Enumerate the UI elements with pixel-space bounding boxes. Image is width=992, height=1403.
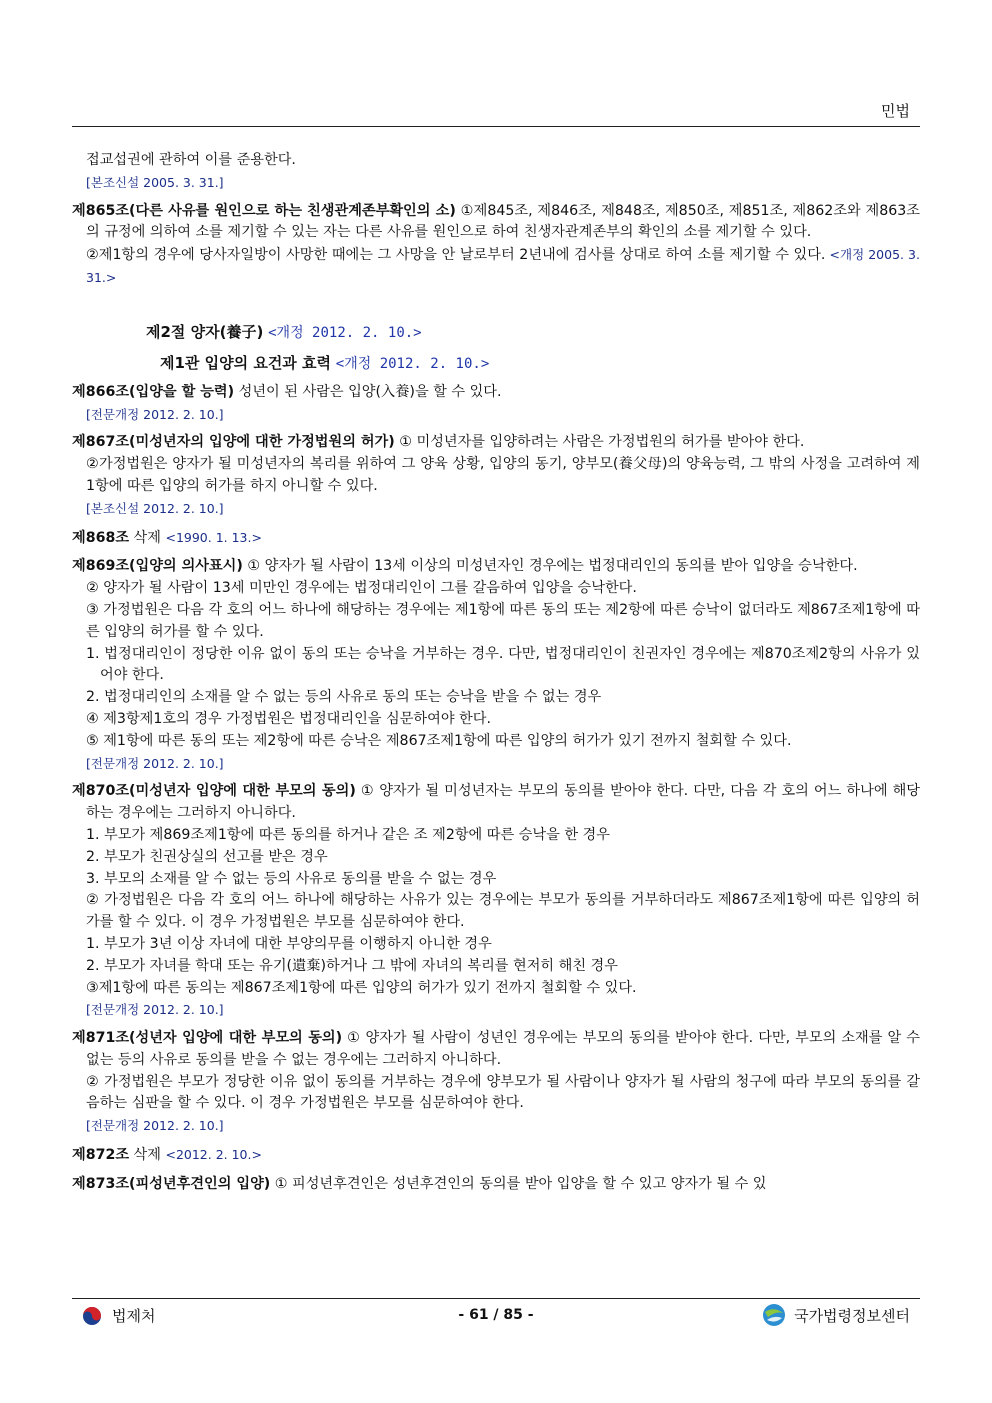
- amendment-note: <2012. 2. 10.>: [165, 1147, 262, 1163]
- globe-logo-icon: [762, 1303, 786, 1327]
- list-item: 2. 법정대리인의 소재를 알 수 없는 등의 사유로 동의 또는 승낙을 받을 수 없는 경우: [86, 689, 602, 706]
- section-heading: 제2절 양자(養子) <개정 2012. 2. 10.>: [146, 322, 422, 341]
- article-heading: 제867조(미성년자의 입양에 대한 가정법원의 허가): [72, 434, 395, 451]
- article-865: 제865조(다른 사유를 원인으로 하는 친생관계존부확인의 소) ①제845조, 제846조, 제848조, 제850조, 제851조, 제862조와 제863조의 규정에 의하여 소를 제기할 수 있는 자는 다른 사유를 원인으로 하여 친생자관계존부의 확인의 소를 제기할 수 있다.: [72, 202, 920, 241]
- article-heading: 제873조(피성년후견인의 입양): [72, 1175, 271, 1192]
- list-item: 1. 부모가 3년 이상 자녀에 대한 부양의무를 이행하지 아니한 경우: [86, 935, 492, 952]
- article-heading: 제865조(다른 사유를 원인으로 하는 친생관계존부확인의 소): [72, 202, 456, 219]
- article-heading: 제868조: [72, 529, 130, 546]
- paragraph: ④ 제3항제1호의 경우 가정법원은 법정대리인을 심문하여야 한다.: [86, 710, 491, 727]
- article-heading: 제869조(입양의 의사표시): [72, 558, 243, 575]
- paragraph: ② 가정법원은 다음 각 호의 어느 하나에 해당하는 사유가 있는 경우에는 부모가 동의를 거부하더라도 제867조제1항에 따른 입양의 허가를 할 수 있다. 이 경우 가정법원은 부모를 심문하여야 한다.: [86, 892, 920, 931]
- document-title: 민법: [881, 102, 910, 120]
- amendment-note: [전문개정 2012. 2. 10.]: [86, 406, 224, 422]
- footer-center-name: 국가법령정보센터: [794, 1306, 910, 1325]
- article-heading: 제872조: [72, 1147, 130, 1164]
- article-866: 제866조(입양을 할 능력) 성년이 된 사람은 입양(入養)을 할 수 있다.: [72, 383, 502, 400]
- article-867: 제867조(미성년자의 입양에 대한 가정법원의 허가) ① 미성년자를 입양하려는 사람은 가정법원의 허가를 받아야 한다.: [72, 434, 805, 451]
- page-footer: [72, 1298, 920, 1339]
- list-item: 3. 부모의 소재를 알 수 없는 등의 사유로 동의를 받을 수 없는 경우: [86, 870, 497, 887]
- amendment-note: <개정 2005. 3. 31.>: [86, 247, 920, 285]
- amendment-note: [전문개정 2012. 2. 10.]: [86, 1118, 224, 1134]
- amendment-note: <개정 2012. 2. 10.>: [335, 355, 490, 372]
- paragraph: ② 양자가 될 사람이 13세 미만인 경우에는 법정대리인이 그를 갈음하여 입양을 승낙한다.: [86, 580, 637, 597]
- article-871: 제871조(성년자 입양에 대한 부모의 동의) ① 양자가 될 사람이 성년인 경우에는 부모의 동의를 받아야 한다. 다만, 부모의 소재를 알 수 없는 등의 사유로 동의를 받을 수 없는 경우에는 그러하지 아니하다.: [72, 1030, 920, 1068]
- footer-agency: 법제처: [112, 1307, 156, 1325]
- page-number: - 61 / 85 -: [458, 1307, 534, 1323]
- paragraph: ② 가정법원은 부모가 정당한 이유 없이 동의를 거부하는 경우에 양부모가 될 사람이나 양자가 될 사람의 청구에 따라 부모의 동의를 갈음하는 심판을 할 수 있다. 이 경우 가정법원은 부모를 심문하여야 한다.: [86, 1073, 920, 1112]
- page-header: [72, 98, 920, 127]
- amendment-note: [전문개정 2012. 2. 10.]: [86, 1002, 224, 1018]
- article-872: 제872조 삭제 <2012. 2. 10.>: [72, 1147, 262, 1164]
- footer-right: [762, 1303, 910, 1327]
- subsection-heading: 제1관 입양의 요건과 효력 <개정 2012. 2. 10.>: [160, 353, 490, 372]
- amendment-note: [본조신설 2005. 3. 31.]: [86, 174, 224, 190]
- list-item: 1. 법정대리인이 정당한 이유 없이 동의 또는 승낙을 거부하는 경우. 다만, 법정대리인이 친권자인 경우에는 제870조제2항의 사유가 있어야 한다.: [86, 645, 920, 684]
- paragraph: ②가정법원은 양자가 될 미성년자의 복리를 위하여 그 양육 상황, 입양의 동기, 양부모(養父母)의 양육능력, 그 밖의 사정을 고려하여 제1항에 따른 입양의 허가를 하지 아니할 수 있다.: [86, 456, 920, 494]
- paragraph: ③제1항에 따른 동의는 제867조제1항에 따른 입양의 허가가 있기 전까지 철회할 수 있다.: [86, 979, 637, 996]
- amendment-note: <1990. 1. 13.>: [165, 529, 262, 545]
- document-body: [72, 150, 920, 1196]
- list-item: 2. 부모가 친권상실의 선고를 받은 경우: [86, 848, 328, 865]
- amendment-note: [본조신설 2012. 2. 10.]: [86, 500, 224, 516]
- paragraph: ②제1항의 경우에 당사자일방이 사망한 때에는 그 사망을 안 날로부터 2년내에 검사를 상대로 하여 소를 제기할 수 있다. <개정 2005. 3. 31.>: [86, 247, 920, 285]
- amendment-note: [전문개정 2012. 2. 10.]: [86, 755, 224, 771]
- paragraph: ⑤ 제1항에 따른 동의 또는 제2항에 따른 승낙은 제867조제1항에 따른 입양의 허가가 있기 전까지 철회할 수 있다.: [86, 732, 792, 749]
- article-heading: 제866조(입양을 할 능력): [72, 383, 235, 400]
- paragraph: 접교섭권에 관하여 이를 준용한다.: [86, 152, 296, 168]
- paragraph: ③ 가정법원은 다음 각 호의 어느 하나에 해당하는 경우에는 제1항에 따른 동의 또는 제2항에 따른 승낙이 없더라도 제867조제1항에 따른 입양의 허가를 할 수 있다.: [86, 601, 920, 640]
- list-item: 1. 부모가 제869조제1항에 따른 동의를 하거나 같은 조 제2항에 따른 승낙을 한 경우: [86, 826, 610, 843]
- article-869: 제869조(입양의 의사표시) ① 양자가 될 사람이 13세 이상의 미성년자인 경우에는 법정대리인의 동의를 받아 입양을 승낙한다.: [72, 558, 858, 575]
- article-868: 제868조 삭제 <1990. 1. 13.>: [72, 529, 262, 546]
- article-heading: 제871조(성년자 입양에 대한 부모의 동의): [72, 1030, 343, 1047]
- amendment-note: <개정 2012. 2. 10.>: [268, 324, 422, 341]
- article-heading: 제870조(미성년자 입양에 대한 부모의 동의): [72, 783, 356, 800]
- article-870: 제870조(미성년자 입양에 대한 부모의 동의) ① 양자가 될 미성년자는 부모의 동의를 받아야 한다. 다만, 다음 각 호의 어느 하나에 해당하는 경우에는 그러하지 아니하다.: [72, 783, 920, 822]
- article-873: 제873조(피성년후견인의 입양) ① 피성년후견인은 성년후견인의 동의를 받아 입양을 할 수 있고 양자가 될 수 있: [72, 1175, 767, 1192]
- list-item: 2. 부모가 자녀를 학대 또는 유기(遺棄)하거나 그 밖에 자녀의 복리를 현저히 해친 경우: [86, 957, 618, 974]
